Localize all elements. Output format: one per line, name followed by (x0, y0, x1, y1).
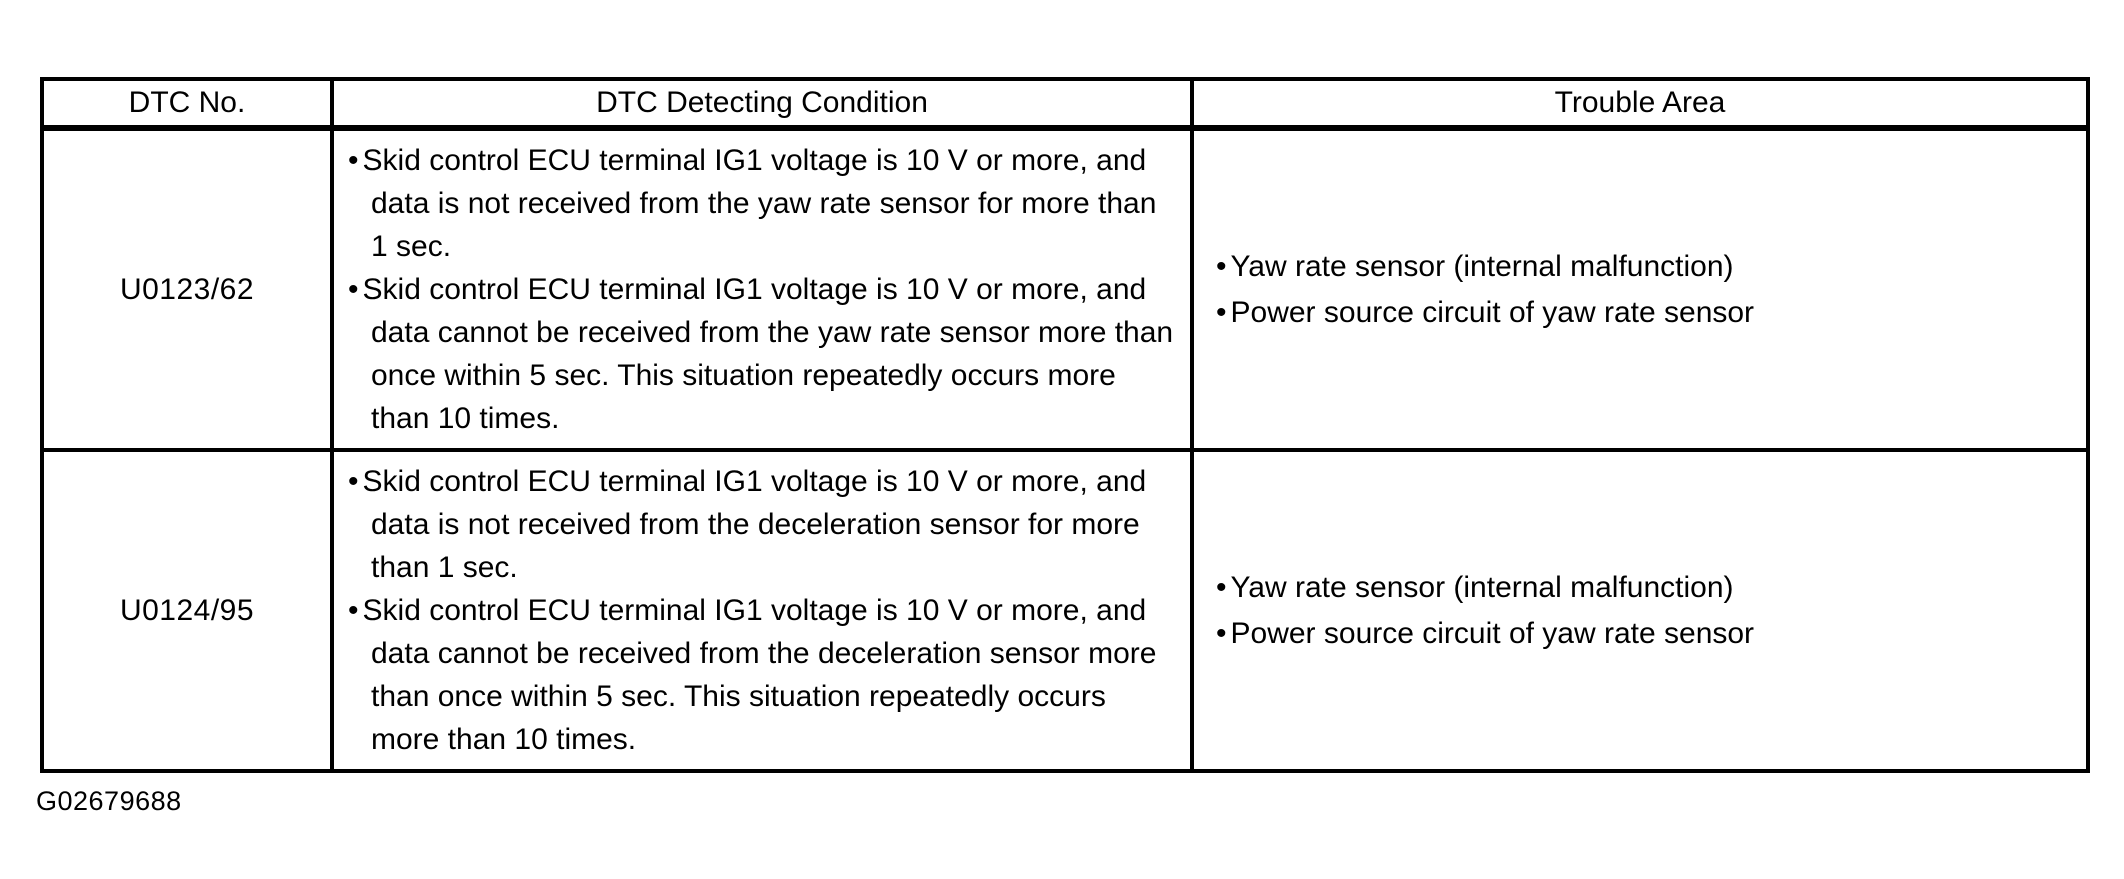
table-header-row (42, 79, 2088, 128)
detecting-condition-cell (332, 450, 1192, 771)
trouble-bullet (1216, 290, 2076, 336)
trouble-bullet (1216, 565, 2076, 611)
condition-text: Skid control ECU terminal IG1 voltage is 10 V or more, and data cannot be received from the yaw rate sensor more than once within 5 sec. This situation repeatedly occurs more than 10 times. (362, 273, 1174, 435)
header-detecting-condition: DTC Detecting Condition (332, 79, 1192, 128)
dtc-number-cell: U0123/62 (42, 128, 332, 450)
condition-bullet (348, 139, 1180, 268)
condition-bullet (348, 460, 1180, 589)
header-trouble-area: Trouble Area (1192, 79, 2088, 128)
condition-text: Skid control ECU terminal IG1 voltage is 10 V or more, and data cannot be received from the deceleration sensor more than once within 5 sec. This situation repeatedly occurs more than 10 times. (362, 594, 1157, 756)
trouble-area-cell (1192, 128, 2088, 450)
bullet-icon: • (1216, 295, 1227, 329)
bullet-icon: • (348, 594, 359, 627)
table-row (42, 128, 2088, 450)
trouble-area-cell (1192, 450, 2088, 771)
bullet-icon: • (348, 273, 359, 306)
trouble-text: Yaw rate sensor (internal malfunction) (1230, 249, 1734, 283)
trouble-bullet (1216, 611, 2076, 657)
trouble-text: Yaw rate sensor (internal malfunction) (1230, 570, 1734, 604)
dtc-number-cell: U0124/95 (42, 450, 332, 771)
bullet-icon: • (348, 465, 359, 498)
trouble-text: Power source circuit of yaw rate sensor (1230, 295, 1755, 329)
bullet-icon: • (348, 144, 359, 177)
trouble-bullet (1216, 244, 2076, 290)
trouble-text: Power source circuit of yaw rate sensor (1230, 616, 1755, 650)
figure-id-label: G02679688 (36, 786, 182, 816)
condition-bullet (348, 268, 1180, 440)
dtc-table (40, 77, 2090, 773)
bullet-icon: • (1216, 616, 1227, 650)
table-row (42, 450, 2088, 771)
condition-bullet (348, 589, 1180, 761)
bullet-icon: • (1216, 249, 1227, 283)
detecting-condition-cell (332, 128, 1192, 450)
bullet-icon: • (1216, 570, 1227, 604)
header-dtc-no: DTC No. (42, 79, 332, 128)
condition-text: Skid control ECU terminal IG1 voltage is 10 V or more, and data is not received from the yaw rate sensor for more than 1 sec. (362, 144, 1157, 263)
condition-text: Skid control ECU terminal IG1 voltage is 10 V or more, and data is not received from the deceleration sensor for more than 1 sec. (362, 465, 1147, 584)
